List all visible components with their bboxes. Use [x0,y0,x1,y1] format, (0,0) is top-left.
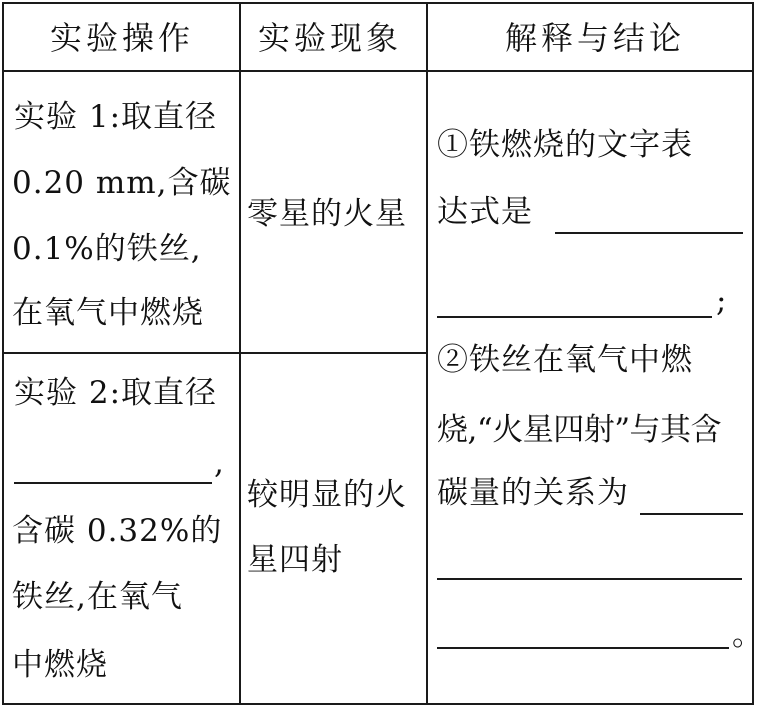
row2-comma: , [214,445,225,481]
conclusion-line-4: ②铁丝在氧气中燃 [437,342,693,378]
header-conclusion: 解释与结论 [505,19,686,57]
table-border-right [752,2,754,705]
word-equation-blank-2[interactable] [437,316,712,318]
word-equation-blank-1[interactable] [555,232,743,234]
row1-operation-line-4: 在氧气中燃烧 [12,295,204,331]
header-operation: 实验操作 [50,19,195,57]
row1-phenomenon: 零星的火星 [247,196,407,232]
conclusion-line-6: 碳量的关系为 [437,475,629,511]
table-border-bottom [2,703,754,705]
relationship-blank-1[interactable] [640,513,743,515]
row1-operation-line-1: 实验 1:取直径 [14,99,218,135]
row-divider [2,352,426,354]
column-divider-1 [239,2,241,705]
row2-operation-line-3: 含碳 0.32%的 [12,513,223,549]
row2-operation-line-1: 实验 2:取直径 [14,375,218,411]
conclusion-line-5: 烧,“火星四射”与其含 [437,412,722,448]
conclusion-line-1: ①铁燃烧的文字表 [437,127,693,163]
column-divider-2 [426,2,428,705]
header-divider [2,70,754,72]
row2-diameter-blank[interactable] [14,482,212,484]
header-phenomenon: 实验现象 [258,19,403,57]
row1-operation-line-3: 0.1%的铁丝, [12,231,202,267]
conclusion-semicolon: ; [716,283,728,319]
row2-phenomenon-line-2: 星四射 [247,542,343,578]
table-border-left [2,2,4,705]
conclusion-period: 。 [732,617,764,653]
row2-operation-line-4: 铁丝,在氧气 [12,579,183,615]
relationship-blank-3[interactable] [437,647,729,649]
row2-operation-line-5: 中燃烧 [12,647,108,683]
conclusion-line-2: 达式是 [437,194,533,230]
row2-phenomenon-line-1: 较明显的火 [247,477,407,513]
relationship-blank-2[interactable] [437,578,742,580]
row1-operation-line-2: 0.20 mm,含碳 [12,165,232,201]
table-border-top [2,2,754,4]
